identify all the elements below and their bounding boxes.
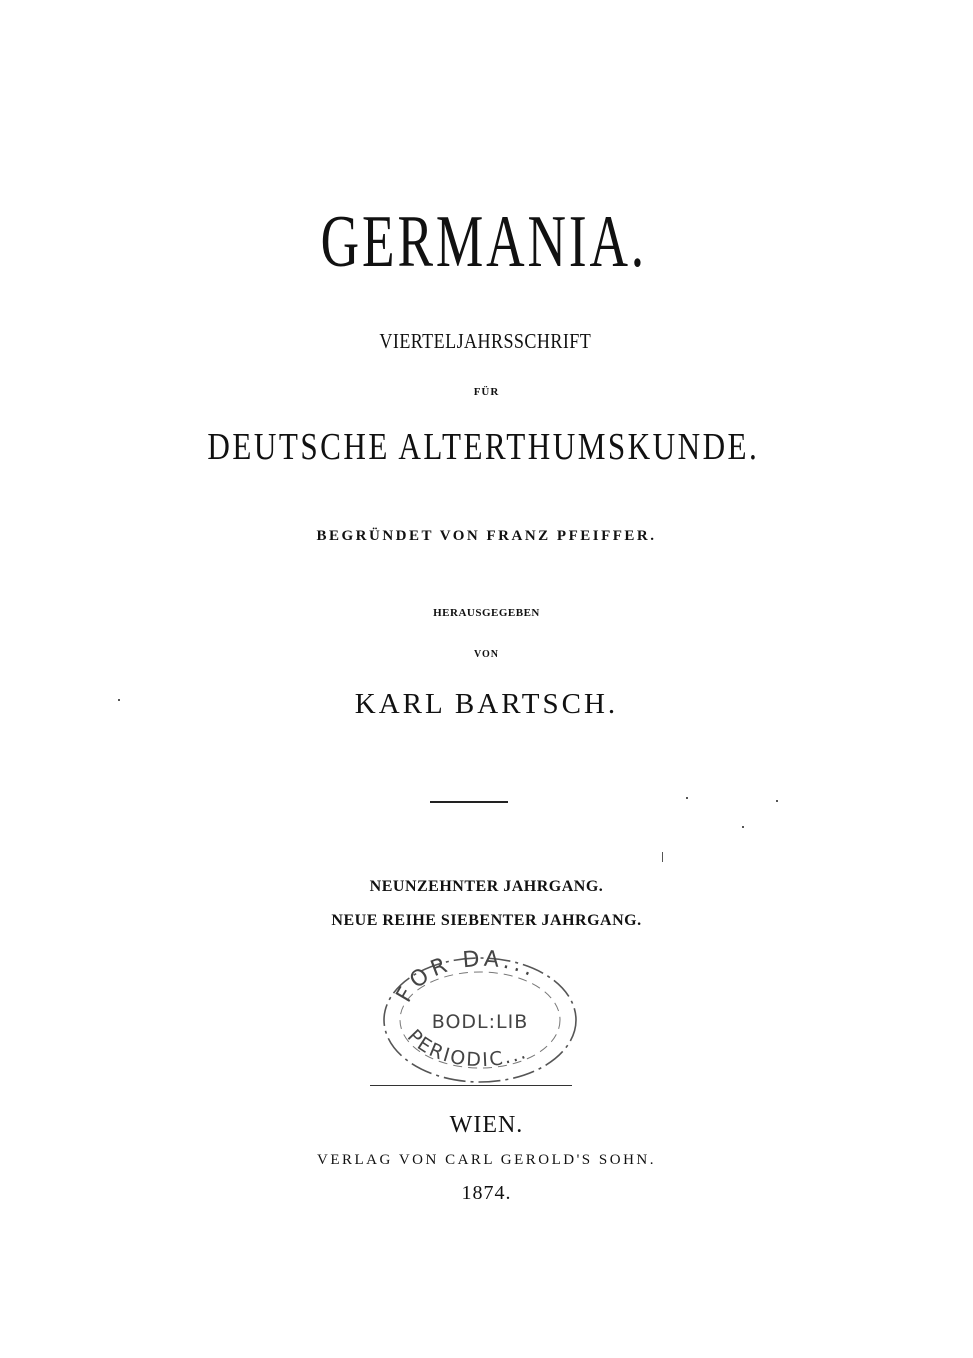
ornamental-rule [430,801,508,803]
stamp-bottom-text: PERIODIC... [402,1025,531,1072]
founder-line: BEGRÜNDET VON FRANZ PFEIFFER. [316,528,657,544]
library-stamp [378,950,583,1090]
volume-line-1: NEUNZEHNTER JAHRGANG. [369,878,604,895]
publisher-line: VERLAG VON CARL GEROLD'S SOHN. [317,1152,656,1168]
stamp-top-text: FOR DA... [391,950,542,1007]
journal-subtitle: VIERTELJAHRSSCHRIFT [379,329,592,353]
scan-speck [742,826,744,828]
journal-subject: DEUTSCHE ALTERTHUMSKUNDE. [207,426,760,468]
connector-word: FÜR [473,386,500,398]
scan-speck [118,699,120,701]
edited-by-label: HERAUSGEGEBEN [433,607,540,619]
stamp-middle-text: BODL:LIB [431,1011,529,1033]
publication-city: WIEN. [449,1112,524,1138]
by-label: VON [473,649,500,660]
scan-speck [662,852,663,862]
stamp-underline [370,1085,572,1086]
editor-name: KARL BARTSCH. [354,688,619,720]
scan-speck [776,800,778,802]
publication-year: 1874. [461,1182,512,1204]
journal-title: GERMANIA. [320,201,648,283]
volume-line-2: NEUE REIHE SIEBENTER JAHRGANG. [331,912,642,929]
scan-speck [686,797,688,799]
